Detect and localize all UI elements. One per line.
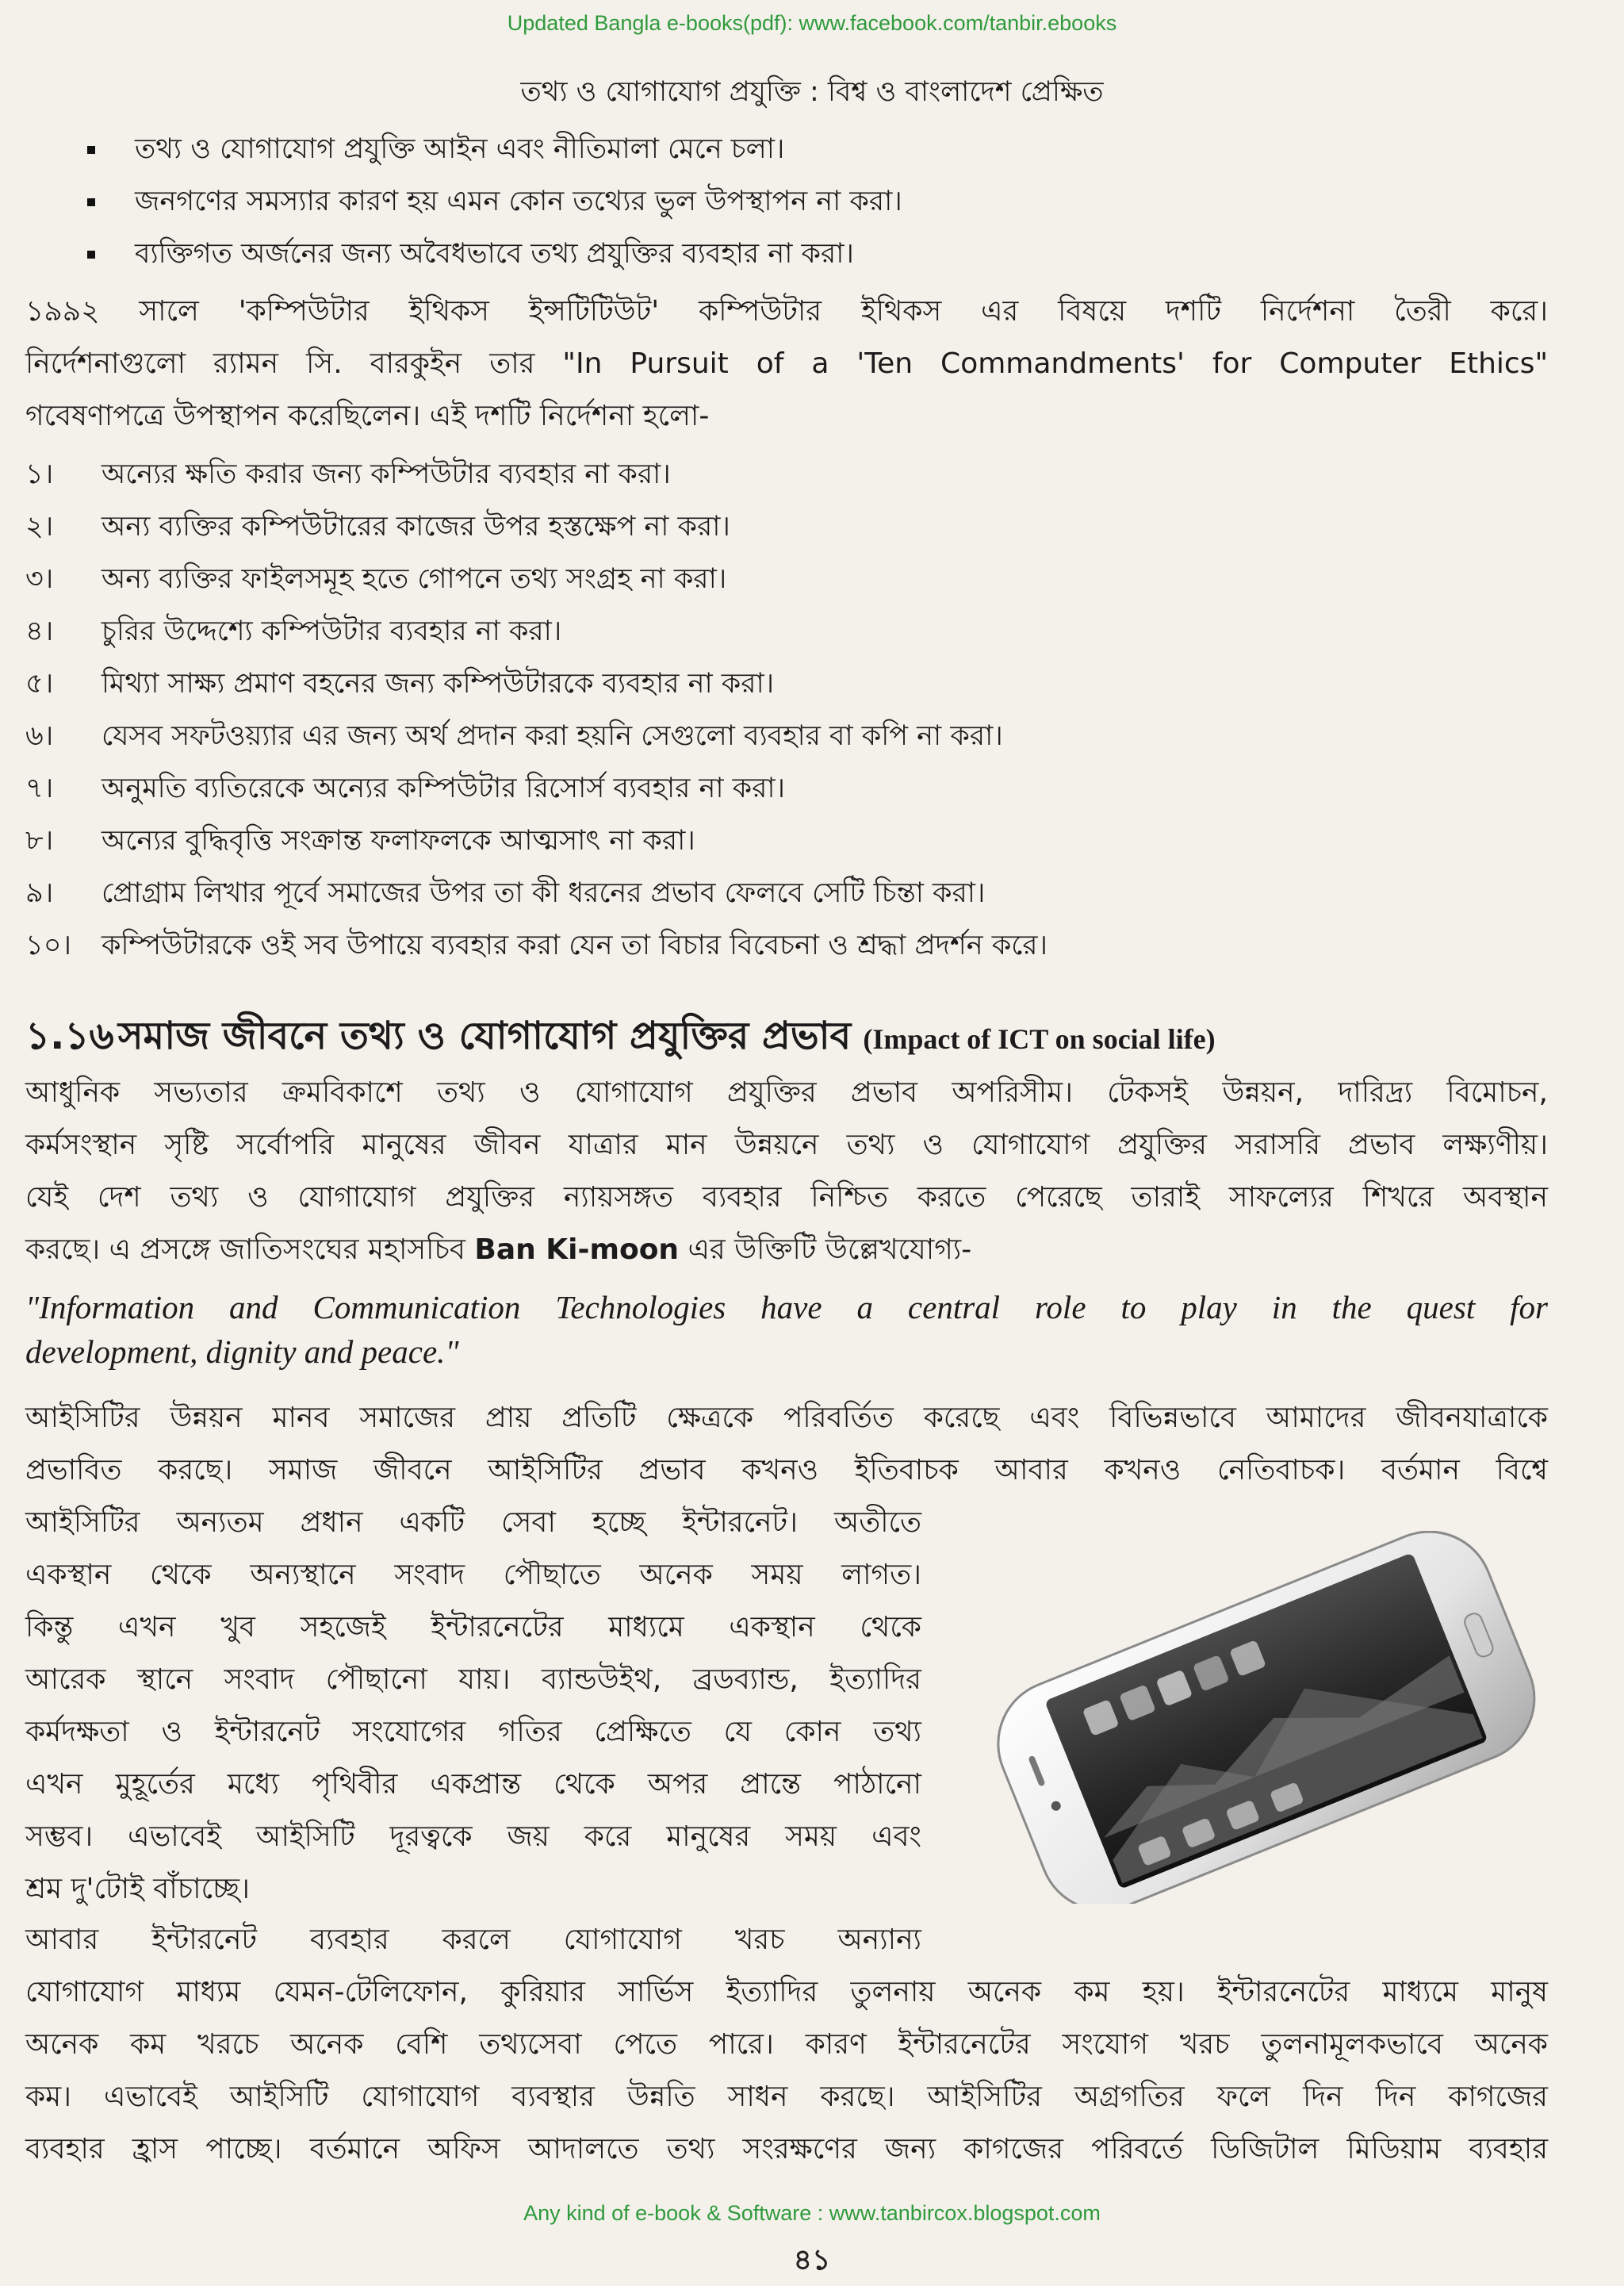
- paragraph-line: অনেক কম খরচে অনেক বেশি তথ্যসেবা পেতে পারে। কারণ ইন্টারনেটের সংযোগ খরচ তুলনামূলকভাবে অনেক: [25, 2028, 1548, 2061]
- section-heading: [25, 1007, 1216, 1070]
- commandment-number: ১০।: [25, 930, 71, 961]
- paragraph-line: যেই দেশ তথ্য ও যোগাযোগ প্রযুক্তির ন্যায়সঙ্গত ব্যবহার নিশ্চিত করতে পেরেছে তারাই সাফল্যের শিখরে অবস্থান: [25, 1181, 1548, 1214]
- commandment-number: ৪।: [25, 616, 54, 647]
- page-number: ৪১: [793, 2244, 831, 2276]
- paragraph-line: শ্রম দু'টোই বাঁচাচ্ছে।: [25, 1873, 251, 1905]
- paragraph-line: সম্ভব। এভাবেই আইসিটি দূরত্বকে জয় করে মানুষের সময় এবং: [25, 1820, 921, 1853]
- commandment-text: কম্পিউটারকে ওই সব উপায়ে ব্যবহার করা যেন তা বিচার বিবেচনা ও শ্রদ্ধা প্রদর্শন করে।: [102, 930, 1048, 961]
- bullet-icon: [87, 198, 95, 206]
- internet-paragraph: [25, 1497, 921, 1916]
- paragraph-line: কম। এভাবেই আইসিটি যোগাযোগ ব্যবস্থার উন্নতি সাধন করছে। আইসিটির অগ্রগতির ফলে দিন দিন কাগজের: [25, 2081, 1548, 2113]
- paragraph-line: গবেষণাপত্রে উপস্থাপন করেছিলেন। এই দশটি নির্দেশনা হলো-: [25, 400, 710, 432]
- bullet-icon: [87, 251, 95, 259]
- paragraph-line: এখন মুহূর্তের মধ্যে পৃথিবীর একপ্রান্ত থেকে অপর প্রান্তে পাঠানো: [25, 1768, 921, 1801]
- line-text: এর উক্তিটি উল্লেখযোগ্য-: [679, 1233, 972, 1266]
- commandment-item: [25, 815, 1048, 867]
- commandment-number: ৮।: [25, 825, 54, 857]
- commandment-number: ৯।: [25, 877, 54, 909]
- commandment-text: যেসব সফটওয়্যার এর জন্য অর্থ প্রদান করা হয়নি সেগুলো ব্যবহার বা কপি না করা।: [102, 720, 1003, 752]
- bullet-icon: [87, 146, 95, 154]
- bullet-item: [87, 175, 902, 228]
- commandment-text: অনুমতি ব্যতিরেকে অন্যের কম্পিউটার রিসোর্স ব্যবহার না করা।: [102, 773, 786, 804]
- commandment-text: মিথ্যা সাক্ষ্য প্রমাণ বহনের জন্য কম্পিউটারকে ব্যবহার না করা।: [102, 668, 775, 700]
- bullet-item: [87, 123, 902, 175]
- bullet-item: [87, 228, 902, 280]
- paragraph-line: একস্থান থেকে অন্যস্থানে সংবাদ পৌছাতে অনেক সময় লাগত।: [25, 1559, 921, 1591]
- section-title-en: (Impact of ICT on social life): [863, 1023, 1216, 1055]
- paragraph-line: নির্দেশনাগুলো র‍্যামন সি. বারকুইন তার "In Pursuit of a 'Ten Commandments' for Computer Ethics": [25, 347, 1548, 380]
- cost-paragraph: [25, 1966, 1548, 2176]
- commandment-item: [25, 710, 1048, 762]
- commandment-number: ২।: [25, 511, 54, 543]
- ict-change-paragraph: [25, 1392, 1548, 1497]
- paragraph-line: প্রভাবিত করছে। সমাজ জীবনে আইসিটির প্রভাব কখনও ইতিবাচক আবার কখনও নেতিবাচক। বর্তমান বিশ্বে: [25, 1454, 1548, 1486]
- commandment-item: [25, 919, 1048, 972]
- commandment-number: ৫।: [25, 668, 54, 700]
- commandment-item: [25, 762, 1048, 815]
- commandment-number: ৬।: [25, 720, 54, 752]
- cost-paragraph-first-line: [25, 1914, 921, 1966]
- section-number: ১.১৬: [25, 1014, 114, 1058]
- paragraph-line: আইসিটির অন্যতম প্রধান একটি সেবা হচ্ছে ইন্টারনেট। অতীতে: [25, 1506, 921, 1539]
- commandment-text: চুরির উদ্দেশ্যে কম্পিউটার ব্যবহার না করা।: [102, 616, 562, 647]
- ban-ki-moon-quote: [25, 1285, 1548, 1374]
- commandment-text: অন্যের বুদ্ধিবৃত্তি সংক্রান্ত ফলাফলকে আত্মসাৎ না করা।: [102, 825, 695, 857]
- person-name: Ban Ki-moon: [474, 1233, 680, 1266]
- commandment-item: [25, 501, 1048, 553]
- commandment-item: [25, 605, 1048, 658]
- paragraph-line: কিন্তু এখন খুব সহজেই ইন্টারনেটের মাধ্যমে একস্থান থেকে: [25, 1611, 921, 1644]
- commandment-text: অন্য ব্যক্তির ফাইলসমূহ হতে গোপনে তথ্য সংগ্রহ না করা।: [102, 563, 727, 595]
- top-watermark-link[interactable]: Updated Bangla e-books(pdf): www.facebook.com/tanbir.ebooks: [507, 11, 1117, 35]
- paragraph-line: ব্যবহার হ্রাস পাচ্ছে। বর্তমানে অফিস আদালতে তথ্য সংরক্ষণের জন্য কাগজের পরিবর্তে ডিজিটাল মিডিয়াম ব্যবহার: [25, 2133, 1548, 2165]
- ethics-intro-paragraph: [25, 286, 1548, 443]
- commandment-item: [25, 448, 1048, 501]
- commandment-item: [25, 553, 1048, 605]
- line-text: করছে। এ প্রসঙ্গে জাতিসংঘের মহাসচিব: [25, 1233, 475, 1266]
- paragraph-line: কর্মসংস্থান সৃষ্টি সর্বোপরি মানুষের জীবন যাত্রার মান উন্নয়নে তথ্য ও যোগাযোগ প্রযুক্তির সরাসরি প্রভাব লক্ষ্যণীয়।: [25, 1129, 1548, 1161]
- paragraph-line: আবার ইন্টারনেট ব্যবহার করলে যোগাযোগ খরচ অন্যান্য: [25, 1924, 921, 1956]
- paragraph-line: আধুনিক সভ্যতার ক্রমবিকাশে তথ্য ও যোগাযোগ প্রযুক্তির প্রভাব অপরিসীম। টেকসই উন্নয়ন, দারিদ্র্য বিমোচন,: [25, 1076, 1548, 1109]
- paragraph-line: আরেক স্থানে সংবাদ পৌছানো যায়। ব্যান্ডউইথ, ব্রডব্যান্ড, ইত্যাদির: [25, 1663, 921, 1696]
- commandment-item: [25, 658, 1048, 710]
- guideline-bullet-list: [87, 123, 902, 280]
- paragraph-line: ১৯৯২ সালে 'কম্পিউটার ইথিকস ইন্সটিটিউট' কম্পিউটার ইথিকস এর বিষয়ে দশটি নির্দেশনা তৈরী করে।: [25, 295, 1548, 328]
- commandment-text: অন্যের ক্ষতি করার জন্য কম্পিউটার ব্যবহার না করা।: [102, 458, 671, 490]
- bullet-text: জনগণের সমস্যার কারণ হয় এমন কোন তথ্যের ভুল উপস্থাপন না করা।: [135, 186, 902, 217]
- bottom-watermark-link[interactable]: Any kind of e-book & Software : www.tanbircox.blogspot.com: [523, 2201, 1101, 2225]
- paragraph-line: যোগাযোগ মাধ্যম যেমন-টেলিফোন, কুরিয়ার সার্ভিস ইত্যাদির তুলনায় অনেক কম হয়। ইন্টারনেটের মাধ্যমে মানুষ: [25, 1976, 1548, 2008]
- paragraph-line: আইসিটির উন্নয়ন মানব সমাজের প্রায় প্রতিটি ক্ষেত্রকে পরিবর্তিত করেছে এবং বিভিন্নভাবে আমাদের জীবনযাত্রাকে: [25, 1402, 1548, 1434]
- quote-line: "Information and Communication Technologies have a central role to play in the quest for: [25, 1289, 1548, 1325]
- commandment-item: [25, 867, 1048, 919]
- commandment-number: ৩।: [25, 563, 54, 595]
- quote-line: development, dignity and peace.": [25, 1333, 459, 1370]
- ten-commandments-list: [25, 448, 1048, 972]
- ict-impact-paragraph: [25, 1067, 1548, 1276]
- smartphone-image: [971, 1531, 1558, 1904]
- running-header: তথ্য ও যোগাযোগ প্রযুক্তি : বিশ্ব ও বাংলাদেশ প্রেক্ষিত: [520, 76, 1104, 108]
- bullet-text: ব্যক্তিগত অর্জনের জন্য অবৈধভাবে তথ্য প্রযুক্তির ব্যবহার না করা।: [135, 238, 854, 270]
- commandment-text: অন্য ব্যক্তির কম্পিউটারের কাজের উপর হস্তক্ষেপ না করা।: [102, 511, 730, 543]
- bullet-text: তথ্য ও যোগাযোগ প্রযুক্তি আইন এবং নীতিমালা মেনে চলা।: [135, 133, 785, 165]
- section-title-bn: সমাজ জীবনে তথ্য ও যোগাযোগ প্রযুক্তির প্রভাব: [117, 1014, 852, 1058]
- paragraph-line: [25, 1224, 1548, 1276]
- commandment-number: ৭।: [25, 773, 54, 804]
- paragraph-line: কর্মদক্ষতা ও ইন্টারনেট সংযোগের গতির প্রেক্ষিতে যে কোন তথ্য: [25, 1716, 921, 1748]
- commandment-text: প্রোগ্রাম লিখার পূর্বে সমাজের উপর তা কী ধরনের প্রভাব ফেলবে সেটি চিন্তা করা।: [102, 877, 986, 909]
- commandment-number: ১।: [25, 458, 54, 490]
